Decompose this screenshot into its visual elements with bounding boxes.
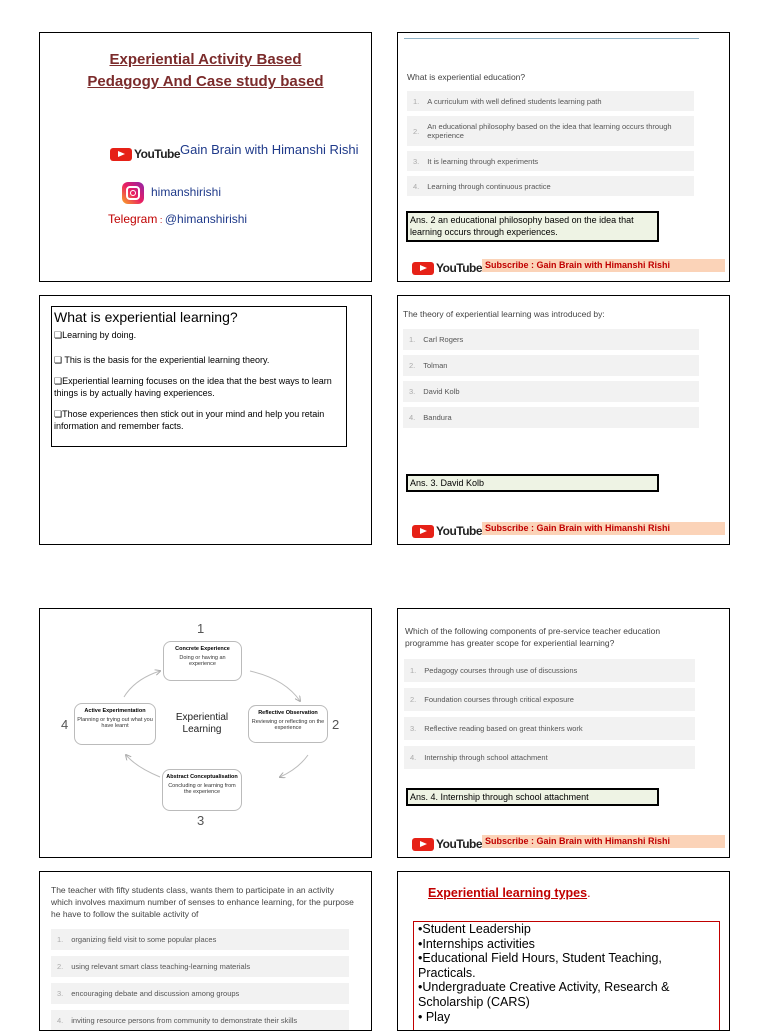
option-4: 4. Internship through school attachment <box>404 746 695 769</box>
arrow-3-to-4 <box>126 755 160 777</box>
slide-kolb-cycle <box>39 608 372 858</box>
question-text: What is experiential education? <box>407 72 526 82</box>
instagram-icon <box>122 182 144 204</box>
type-item-5: • Play <box>418 1009 451 1024</box>
answer-box: Ans. 2 an educational philosophy based on the idea that learning occurs through experiences. <box>406 211 659 242</box>
slide-senses-activity-question <box>39 871 372 1031</box>
option-1: 1. A curriculum with well defined students learning path <box>407 91 694 111</box>
option-2: 2. An educational philosophy based on the idea that learning occurs through experience <box>407 116 694 146</box>
answer-box: Ans. 4. Internship through school attachment <box>406 788 659 806</box>
question-text: Which of the following components of pre-service teacher education programme has greater scope for experiential learning? <box>405 626 661 648</box>
option-4: 4. Bandura <box>403 407 699 428</box>
bullet-1: ❏Learning by doing. <box>54 330 137 340</box>
youtube-play-icon <box>412 525 434 538</box>
slide-title <box>39 32 372 282</box>
node-reflective-observation: Reflective Observation Reviewing or reflecting on the experience <box>248 705 328 743</box>
slide-experiential-learning-types <box>397 871 730 1031</box>
cycle-number-3: 3 <box>197 813 205 828</box>
type-item-2: •Internships activities <box>418 936 535 951</box>
definition-heading: What is experiential learning? <box>54 309 238 325</box>
bullet-3: ❏Experiential learning focuses on the idea that the best ways to learn things is by actually having experiences. <box>54 376 332 398</box>
channel-name: Gain Brain with Himanshi Rishi <box>180 142 359 157</box>
youtube-logo <box>412 261 482 275</box>
instagram-handle: himanshirishi <box>151 185 222 199</box>
option-3: 3. It is learning through experiments <box>407 151 694 171</box>
option-2: 2. Foundation courses through critical exposure <box>404 688 695 711</box>
node-active-experimentation: Active Experimentation Planning or trying out what you have learnt <box>74 703 156 745</box>
cycle-number-1: 1 <box>197 621 205 636</box>
arrow-1-to-2 <box>250 671 300 701</box>
question-text: The theory of experiential learning was introduced by: <box>403 309 605 319</box>
slide-experiential-education-question <box>397 32 730 282</box>
youtube-wordmark: YouTube <box>134 147 181 161</box>
types-heading: Experiential learning types. <box>428 886 591 900</box>
option-4: 4. Learning through continuous practice <box>407 176 694 196</box>
youtube-wordmark: YouTube <box>436 837 483 851</box>
subscribe-banner: Subscribe : Gain Brain with Himanshi Rishi <box>482 835 725 848</box>
top-divider <box>404 38 699 39</box>
type-item-1: •Student Leadership <box>418 922 531 936</box>
youtube-play-icon <box>110 148 132 161</box>
definition-box <box>51 306 347 447</box>
option-3: 3. encouraging debate and discussion among groups <box>51 983 349 1004</box>
telegram-label: Telegram <box>108 212 158 226</box>
answer-box: Ans. 3. David Kolb <box>406 474 659 492</box>
slide-what-is-experiential-learning <box>39 295 372 545</box>
slide-teacher-education-question <box>397 608 730 858</box>
option-2: 2. Tolman <box>403 355 699 376</box>
option-3: 3. David Kolb <box>403 381 699 402</box>
type-item-4: •Undergraduate Creative Activity, Research & Scholarship (CARS) <box>418 980 670 1009</box>
arrow-4-to-1 <box>124 671 160 697</box>
youtube-logo <box>412 837 482 851</box>
type-item-3: •Educational Field Hours, Student Teaching, Practicals. <box>418 951 662 980</box>
option-1: 1. organizing field visit to some popular places <box>51 929 349 950</box>
youtube-logo <box>412 524 482 538</box>
telegram-line <box>108 212 247 226</box>
cycle-number-4: 4 <box>61 717 69 732</box>
bullet-2: ❏ This is the basis for the experiential learning theory. <box>54 355 270 365</box>
slide-title-line2: Pedagogy And Case study based <box>87 73 324 90</box>
youtube-play-icon <box>412 262 434 275</box>
telegram-sep: : <box>157 215 165 225</box>
option-4: 4. inviting resource persons from community to demonstrate their skills <box>51 1010 349 1031</box>
slide-title-line1: Experiential Activity Based <box>109 51 302 68</box>
bullet-4: ❏Those experiences then stick out in your mind and help you retain information and remember facts. <box>54 409 325 431</box>
telegram-handle: @himanshirishi <box>164 212 248 226</box>
option-3: 3. Reflective reading based on great thinkers work <box>404 717 695 740</box>
youtube-logo <box>110 147 180 161</box>
option-1: 1. Carl Rogers <box>403 329 699 350</box>
types-list-box <box>413 921 720 1031</box>
subscribe-banner: Subscribe : Gain Brain with Himanshi Rishi <box>482 522 725 535</box>
option-1: 1. Pedagogy courses through use of discussions <box>404 659 695 682</box>
cycle-number-2: 2 <box>332 717 340 732</box>
slide-theory-introduced-by <box>397 295 730 545</box>
arrow-2-to-3 <box>280 755 308 777</box>
youtube-wordmark: YouTube <box>436 524 483 538</box>
question-text: The teacher with fifty students class, wants them to participate in an activity which involves maximum number of senses to enhance learning, for the purpose he have to follow the suitable activity of <box>51 885 354 919</box>
cycle-center-label: Experiential Learning <box>175 712 229 735</box>
subscribe-banner: Subscribe : Gain Brain with Himanshi Rishi <box>482 259 725 272</box>
option-2: 2. using relevant smart class teaching-learning materials <box>51 956 349 977</box>
node-abstract-conceptualisation: Abstract Conceptualisation Concluding or learning from the experience <box>162 769 242 811</box>
node-concrete-experience: Concrete Experience Doing or having an experience <box>163 641 242 681</box>
youtube-play-icon <box>412 838 434 851</box>
youtube-wordmark: YouTube <box>436 261 483 275</box>
